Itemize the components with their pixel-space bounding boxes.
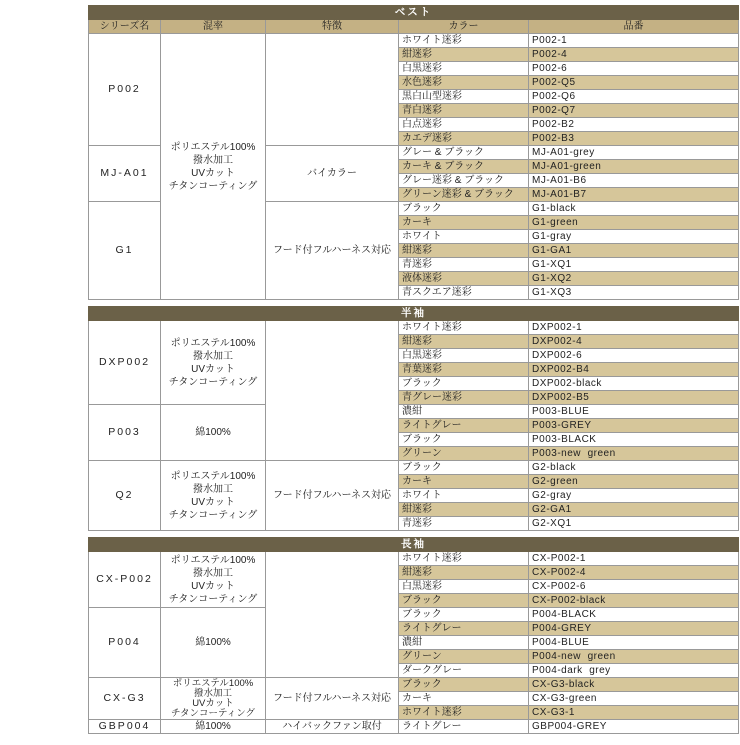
blend-cell (161, 720, 266, 734)
code-cell: GBP004-GREY (529, 720, 739, 734)
code-cell: MJ-A01-grey (529, 146, 739, 160)
color-cell: 水色迷彩 (399, 76, 529, 90)
blend-cell (161, 405, 266, 461)
table-row (89, 678, 739, 692)
code-cell: P002-6 (529, 62, 739, 76)
color-cell: 液体迷彩 (399, 272, 529, 286)
feature-cell: ハイバックファン取付 (266, 720, 399, 734)
column-header-color: カラー (399, 20, 529, 34)
code-cell: P004-new green (529, 650, 739, 664)
blend-line: ポリエステル100% (170, 470, 256, 482)
color-cell: ホワイト迷彩 (399, 321, 529, 335)
code-cell: G1-green (529, 216, 739, 230)
color-cell: 青白迷彩 (399, 104, 529, 118)
blend-cell (161, 608, 266, 678)
series-cell: DXP002 (89, 321, 161, 405)
section-table-3 (88, 537, 739, 734)
section-band-row (89, 538, 739, 552)
color-cell: グリーン (399, 447, 529, 461)
table-row (89, 321, 739, 335)
blend-line: ポリエステル100% (170, 554, 256, 566)
color-cell: 紺迷彩 (399, 244, 529, 258)
feature-cell (266, 552, 399, 678)
code-cell: CX-G3-1 (529, 706, 739, 720)
code-cell: MJ-A01-green (529, 160, 739, 174)
color-cell: 白黒迷彩 (399, 62, 529, 76)
column-header-series: シリーズ名 (89, 20, 161, 34)
series-cell: CX-P002 (89, 552, 161, 608)
code-cell: DXP002-6 (529, 349, 739, 363)
color-cell: ブラック (399, 608, 529, 622)
column-header-code: 品番 (529, 20, 739, 34)
color-cell: グレー迷彩 & ブラック (399, 174, 529, 188)
code-cell: G2-black (529, 461, 739, 475)
feature-cell (266, 321, 399, 461)
blend-line: 撥水加工 (193, 483, 233, 495)
blend-line: 撥水加工 (193, 154, 233, 166)
blend-line: UVカット (191, 363, 235, 375)
color-cell: 青迷彩 (399, 517, 529, 531)
code-cell: DXP002-1 (529, 321, 739, 335)
product-spec-table (88, 5, 738, 734)
color-cell: カーキ & ブラック (399, 160, 529, 174)
color-cell: ブラック (399, 461, 529, 475)
code-cell: P003-BLACK (529, 433, 739, 447)
code-cell: P003-BLUE (529, 405, 739, 419)
section-table-2 (88, 306, 739, 531)
color-cell: グリーン (399, 650, 529, 664)
column-header-row (89, 20, 739, 34)
section-band-row (89, 307, 739, 321)
feature-cell (266, 34, 399, 146)
code-cell: P002-Q6 (529, 90, 739, 104)
blend-line: UVカット (191, 167, 235, 179)
blend-line: チタンコーティング (168, 509, 258, 521)
series-cell: MJ-A01 (89, 146, 161, 202)
color-cell: ライトグレー (399, 622, 529, 636)
blend-line: チタンコーティング (168, 376, 258, 388)
color-cell: ホワイト迷彩 (399, 552, 529, 566)
feature-cell: バイカラー (266, 146, 399, 202)
color-cell: ホワイト (399, 230, 529, 244)
blend-cell (161, 34, 266, 300)
series-cell: Q2 (89, 461, 161, 531)
color-cell: 紺迷彩 (399, 566, 529, 580)
series-cell: GBP004 (89, 720, 161, 734)
color-cell: ダークグレー (399, 664, 529, 678)
color-cell: 白黒迷彩 (399, 349, 529, 363)
code-cell: P002-1 (529, 34, 739, 48)
blend-line: 綿100% (195, 721, 231, 732)
series-cell: CX-G3 (89, 678, 161, 720)
color-cell: ブラック (399, 377, 529, 391)
blend-line: ポリエステル100% (172, 677, 254, 689)
table-row (89, 552, 739, 566)
color-cell: 青葉迷彩 (399, 363, 529, 377)
feature-cell: フード付フルハーネス対応 (266, 678, 399, 720)
code-cell: P004-BLUE (529, 636, 739, 650)
blend-line: チタンコーティング (170, 707, 256, 719)
code-cell: CX-P002-1 (529, 552, 739, 566)
color-cell: 紺迷彩 (399, 503, 529, 517)
color-cell: 濃紺 (399, 405, 529, 419)
code-cell: G1-XQ2 (529, 272, 739, 286)
code-cell: G1-black (529, 202, 739, 216)
series-cell: P003 (89, 405, 161, 461)
color-cell: グレー & ブラック (399, 146, 529, 160)
table-row (89, 405, 739, 419)
section-band-row (89, 6, 739, 20)
color-cell: カーキ (399, 692, 529, 706)
blend-line: ポリエステル100% (170, 337, 256, 349)
feature-cell: フード付フルハーネス対応 (266, 202, 399, 300)
color-cell: ブラック (399, 202, 529, 216)
code-cell: CX-G3-green (529, 692, 739, 706)
code-cell: DXP002-B5 (529, 391, 739, 405)
color-cell: ホワイト (399, 489, 529, 503)
color-cell: 紺迷彩 (399, 48, 529, 62)
color-cell: ライトグレー (399, 720, 529, 734)
code-cell: P003-GREY (529, 419, 739, 433)
section-title: 半袖 (89, 307, 739, 321)
color-cell: ライトグレー (399, 419, 529, 433)
color-cell: ホワイト迷彩 (399, 34, 529, 48)
column-header-feature: 特徴 (266, 20, 399, 34)
blend-line: UVカット (192, 697, 234, 709)
code-cell: P004-dark grey (529, 664, 739, 678)
column-header-blend: 混率 (161, 20, 266, 34)
blend-line: 綿100% (195, 427, 231, 438)
color-cell: 紺迷彩 (399, 335, 529, 349)
blend-cell (161, 321, 266, 405)
blend-line: ポリエステル100% (170, 141, 256, 153)
table-row (89, 34, 739, 48)
code-cell: DXP002-4 (529, 335, 739, 349)
blend-cell (161, 461, 266, 531)
color-cell: ブラック (399, 594, 529, 608)
color-cell: カーキ (399, 475, 529, 489)
section-title: 長袖 (89, 538, 739, 552)
color-cell: カエデ迷彩 (399, 132, 529, 146)
color-cell: グリーン迷彩 & ブラック (399, 188, 529, 202)
color-cell: ホワイト迷彩 (399, 706, 529, 720)
code-cell: P002-Q7 (529, 104, 739, 118)
color-cell: 青スクエア迷彩 (399, 286, 529, 300)
color-cell: カーキ (399, 216, 529, 230)
blend-line: チタンコーティング (168, 180, 258, 192)
blend-line: UVカット (191, 580, 235, 592)
blend-line: チタンコーティング (168, 593, 258, 605)
code-cell: MJ-A01-B7 (529, 188, 739, 202)
color-cell: ブラック (399, 433, 529, 447)
blend-line: 撥水加工 (193, 687, 232, 699)
blend-line: 撥水加工 (193, 567, 233, 579)
code-cell: P002-B3 (529, 132, 739, 146)
section-table-1 (88, 5, 739, 300)
table-row (89, 720, 739, 734)
code-cell: P004-GREY (529, 622, 739, 636)
code-cell: G1-GA1 (529, 244, 739, 258)
feature-cell: フード付フルハーネス対応 (266, 461, 399, 531)
code-cell: G2-GA1 (529, 503, 739, 517)
blend-cell (161, 678, 266, 720)
color-cell: 青グレー迷彩 (399, 391, 529, 405)
code-cell: DXP002-black (529, 377, 739, 391)
series-cell: P002 (89, 34, 161, 146)
code-cell: G2-gray (529, 489, 739, 503)
code-cell: G1-XQ1 (529, 258, 739, 272)
color-cell: 青迷彩 (399, 258, 529, 272)
table-row (89, 461, 739, 475)
code-cell: G1-gray (529, 230, 739, 244)
code-cell: G2-XQ1 (529, 517, 739, 531)
code-cell: CX-P002-black (529, 594, 739, 608)
color-cell: 白黒迷彩 (399, 580, 529, 594)
color-cell: 黒白山型迷彩 (399, 90, 529, 104)
blend-line: 綿100% (195, 637, 231, 648)
code-cell: G2-green (529, 475, 739, 489)
color-cell: ブラック (399, 678, 529, 692)
color-cell: 白点迷彩 (399, 118, 529, 132)
code-cell: P002-Q5 (529, 76, 739, 90)
code-cell: P002-4 (529, 48, 739, 62)
code-cell: DXP002-B4 (529, 363, 739, 377)
code-cell: P002-B2 (529, 118, 739, 132)
blend-line: 撥水加工 (193, 350, 233, 362)
code-cell: CX-G3-black (529, 678, 739, 692)
color-cell: 濃紺 (399, 636, 529, 650)
code-cell: CX-P002-4 (529, 566, 739, 580)
series-cell: P004 (89, 608, 161, 678)
blend-line: UVカット (191, 496, 235, 508)
table-row (89, 608, 739, 622)
code-cell: P004-BLACK (529, 608, 739, 622)
blend-cell (161, 552, 266, 608)
code-cell: G1-XQ3 (529, 286, 739, 300)
section-title: ベスト (89, 6, 739, 20)
code-cell: MJ-A01-B6 (529, 174, 739, 188)
code-cell: CX-P002-6 (529, 580, 739, 594)
series-cell: G1 (89, 202, 161, 300)
code-cell: P003-new green (529, 447, 739, 461)
